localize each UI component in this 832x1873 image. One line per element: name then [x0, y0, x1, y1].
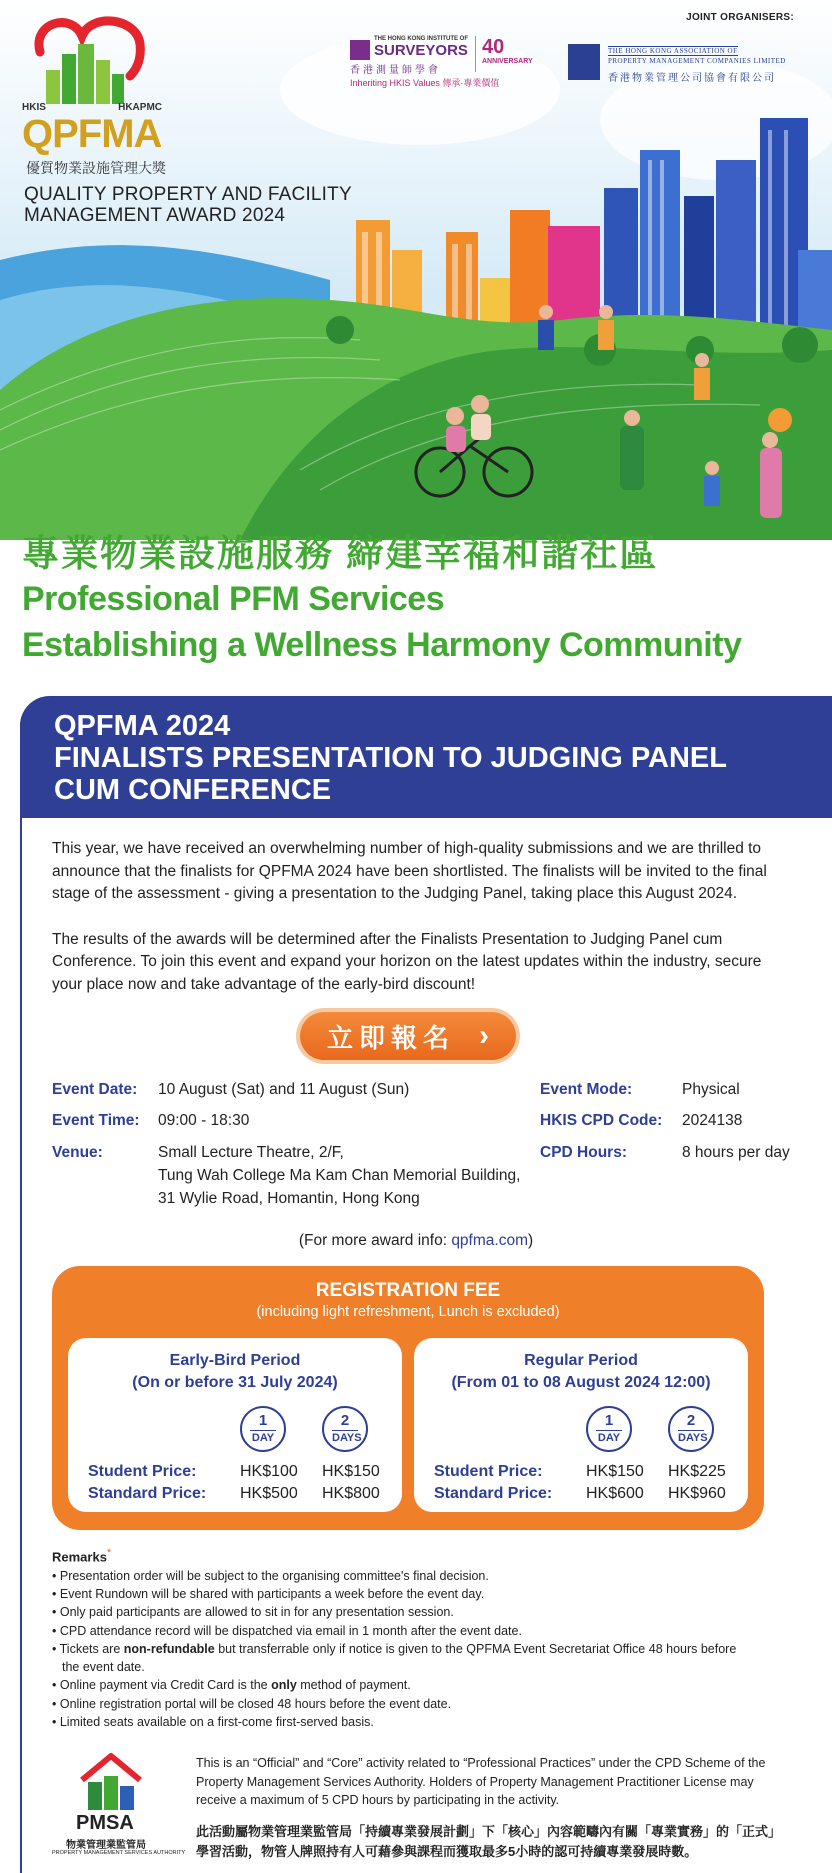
- regular-standard-2day: HK$960: [668, 1485, 726, 1502]
- event-details-right: [540, 1080, 810, 1170]
- award-title-line2: MANAGEMENT AWARD 2024: [24, 205, 286, 226]
- remark-item: [52, 1676, 752, 1694]
- logo-wordmark: QPFMA: [22, 112, 162, 156]
- anniversary-text: ANNIVERSARY: [482, 58, 533, 65]
- event-heading-line1: QPFMA 2024: [54, 710, 231, 742]
- event-date-value: 10 August (Sat) and 11 August (Sun): [158, 1081, 410, 1098]
- two-days-unit: DAYS: [332, 1432, 362, 1444]
- logo-tag-hkapmc: HKAPMC: [118, 102, 162, 113]
- regular-student-2day: HK$225: [668, 1463, 726, 1480]
- hkis-chinese-name: 香港測量師學會: [350, 65, 441, 76]
- remarks-heading: [52, 1544, 752, 1567]
- remark-item: • Limited seats available on a first-come first-served basis.: [52, 1713, 752, 1731]
- hkis-logo: [350, 36, 540, 88]
- chevron-right-icon: ›: [479, 1019, 489, 1052]
- remarks-list: [52, 1567, 752, 1732]
- remark-text: but transferrable only if notice is given to the QPFMA Event Secretariat Office 48 hours before the event date.: [62, 1641, 737, 1675]
- hkis-small-text: THE HONG KONG INSTITUTE OF: [374, 36, 468, 42]
- student-price-label: Student Price:: [88, 1463, 197, 1480]
- intro-paragraph-1: This year, we have received an overwhelming number of high-quality submissions and we are thrilled to announce that the finalists for QPFMA 2024 have been shortlisted. The finalists will be invited to the final stage of the assessment - giving a presentation to the Judging Panel, taking place this August 2024.: [52, 840, 767, 902]
- remark-text: Online payment via Credit Card is the: [59, 1678, 272, 1693]
- event-time-value: 09:00 - 18:30: [158, 1112, 250, 1129]
- one-day-badge: [586, 1406, 632, 1452]
- student-price-label: Student Price:: [434, 1463, 543, 1480]
- event-mode-value: Physical: [682, 1081, 740, 1098]
- early-bird-title: Early-Bird Period: [169, 1352, 301, 1369]
- cpd-code-value: 2024138: [682, 1112, 743, 1129]
- anniversary-number: 40: [482, 36, 505, 58]
- venue-line1: Small Lecture Theatre, 2/F,: [158, 1144, 344, 1161]
- hkapmc-emblem-icon: [568, 44, 600, 80]
- slogan-english-line1: Professional PFM Services: [22, 580, 445, 618]
- one-day-unit: DAY: [251, 1432, 275, 1444]
- hkis-name: SURVEYORS: [374, 42, 468, 59]
- venue-label: Venue:: [52, 1144, 103, 1161]
- hkis-emblem-icon: [350, 40, 370, 60]
- early-student-2day: HK$150: [322, 1463, 380, 1480]
- event-intro: [52, 838, 772, 996]
- logo-tag-hkis: HKIS: [22, 102, 46, 113]
- remark-text: Tickets are: [59, 1641, 124, 1656]
- one-day-unit: DAY: [597, 1432, 621, 1444]
- remark-text: method of payment.: [296, 1678, 411, 1693]
- remark-item: • Event Rundown will be shared with participants a week before the event day.: [52, 1585, 752, 1603]
- early-bird-heading: [68, 1350, 402, 1394]
- qpfma-buildings-heart-icon: [22, 12, 152, 107]
- remarks-asterisk: *: [106, 1547, 112, 1559]
- standard-price-label: Standard Price:: [88, 1485, 207, 1502]
- event-date-label: Event Date:: [52, 1081, 138, 1098]
- regular-standard-1day: HK$600: [586, 1485, 644, 1502]
- one-day-number: 1: [258, 1412, 268, 1429]
- registration-fee-title: REGISTRATION FEE: [315, 1280, 501, 1301]
- hero-banner: [0, 0, 832, 540]
- slogan-english: [22, 576, 741, 668]
- remark-item: • Only paid participants are allowed to sit in for any presentation session.: [52, 1603, 752, 1621]
- two-days-number: 2: [340, 1412, 350, 1429]
- award-title-line1: QUALITY PROPERTY AND FACILITY: [24, 184, 352, 205]
- event-mode-label: Event Mode:: [540, 1081, 633, 1098]
- pmsa-logo: [52, 1752, 186, 1862]
- qpfma-logo: [22, 12, 172, 176]
- early-bird-card: [68, 1338, 402, 1512]
- regular-student-1day: HK$150: [586, 1463, 644, 1480]
- more-info-prefix: (For more award info:: [298, 1232, 452, 1249]
- event-heading: [20, 696, 832, 818]
- registration-fee-box: [52, 1266, 764, 1530]
- early-bird-subtitle: (On or before 31 July 2024): [132, 1374, 338, 1391]
- register-now-button-face[interactable]: [300, 1012, 516, 1060]
- event-time-label: Event Time:: [52, 1112, 140, 1129]
- early-standard-1day: HK$500: [240, 1485, 298, 1502]
- award-title: [24, 184, 352, 226]
- hkapmc-logo: [568, 44, 798, 84]
- hkapmc-name-line1: THE HONG KONG ASSOCIATION OF: [608, 47, 738, 55]
- one-day-badge: [240, 1406, 286, 1452]
- slogan-english-line2: Establishing a Wellness Harmony Community: [22, 626, 742, 664]
- slogan-chinese: 專業物業設施服務 締建幸福和諧社區: [22, 533, 659, 574]
- hkis-anniversary-badge: [475, 36, 531, 72]
- two-days-badge: [668, 1406, 714, 1452]
- joint-organisers-label: JOINT ORGANISERS:: [686, 12, 794, 23]
- logo-chinese-name: 優質物業設施管理大獎: [26, 160, 166, 176]
- remark-emphasis: only: [271, 1678, 297, 1693]
- pmsa-house-icon: [76, 1752, 146, 1812]
- one-day-number: 1: [604, 1412, 614, 1429]
- regular-period-subtitle: (From 01 to 08 August 2024 12:00): [451, 1374, 711, 1391]
- event-heading-line2: FINALISTS PRESENTATION TO JUDGING PANEL: [54, 742, 727, 774]
- remark-item: [52, 1640, 752, 1677]
- registration-fee-subtitle: (including light refreshment, Lunch is excluded): [256, 1304, 560, 1320]
- cpd-hours-value: 8 hours per day: [682, 1144, 790, 1161]
- cpd-note-english: This is an “Official” and “Core” activity related to “Professional Practices” under the CPD Scheme of the Property Management Services Authority. Holders of Property Management Practitioner License may receive a maximum of 5 CPD hours by participating in the activity.: [196, 1756, 766, 1807]
- more-info-line: [0, 1232, 832, 1250]
- regular-period-heading: [414, 1350, 748, 1394]
- pmsa-english-name: PROPERTY MANAGEMENT SERVICES AUTHORITY: [52, 1850, 186, 1856]
- regular-period-card: [414, 1338, 748, 1512]
- early-student-1day: HK$100: [240, 1463, 298, 1480]
- hkapmc-name-line2: PROPERTY MANAGEMENT COMPANIES LIMITED: [608, 57, 786, 65]
- venue-line3: 31 Wylie Road, Homantin, Hong Kong: [158, 1190, 420, 1207]
- two-days-unit: DAYS: [678, 1432, 708, 1444]
- qpfma-website-link[interactable]: qpfma.com: [451, 1232, 528, 1249]
- remarks-section: [52, 1544, 752, 1731]
- early-standard-2day: HK$800: [322, 1485, 380, 1502]
- venue-line2: Tung Wah College Ma Kam Chan Memorial Building,: [158, 1167, 521, 1184]
- cpd-note-chinese: 此活動屬物業管理業監管局「持續專業發展計劃」下「核心」內容範疇內有關「專業實務」的「正式」學習活動，物管人牌照持有人可藉參與課程而獲取最多5小時的認可持續專業發展時數。: [196, 1824, 775, 1859]
- intro-paragraph-2: The results of the awards will be determined after the Finalists Presentation to Judging Panel cum Conference. To join this event and expand your horizon on the latest updates within the industry, secure your place now and take advantage of the early-bird discount!: [52, 930, 762, 993]
- remarks-heading-text: Remarks: [52, 1549, 107, 1565]
- pmsa-wordmark: PMSA: [76, 1812, 134, 1834]
- event-details-left: [52, 1080, 532, 1210]
- remark-item: • CPD attendance record will be dispatched via email in 1 month after the event date.: [52, 1622, 752, 1640]
- hkapmc-chinese-name: 香港物業管理公司協會有限公司: [608, 73, 776, 84]
- regular-period-title: Regular Period: [524, 1352, 638, 1369]
- two-days-number: 2: [686, 1412, 696, 1429]
- remark-emphasis: non-refundable: [123, 1641, 215, 1656]
- remark-item: • Online registration portal will be closed 48 hours before the event date.: [52, 1695, 752, 1713]
- standard-price-label: Standard Price:: [434, 1485, 553, 1502]
- cpd-code-label: HKIS CPD Code:: [540, 1112, 663, 1129]
- event-heading-line3: CUM CONFERENCE: [54, 774, 332, 806]
- register-now-button[interactable]: [296, 1008, 520, 1064]
- register-now-label: 立即報名: [326, 1022, 455, 1053]
- hkis-tagline: Inheriting HKIS Values 傳承·專業價值: [350, 78, 500, 88]
- cpd-hours-label: CPD Hours:: [540, 1144, 627, 1161]
- two-days-badge: [322, 1406, 368, 1452]
- more-info-suffix: ): [527, 1232, 534, 1249]
- remark-item: • Presentation order will be subject to the organising committee's final decision.: [52, 1567, 752, 1585]
- pmsa-chinese-name: 物業管理業監管局: [66, 1840, 146, 1851]
